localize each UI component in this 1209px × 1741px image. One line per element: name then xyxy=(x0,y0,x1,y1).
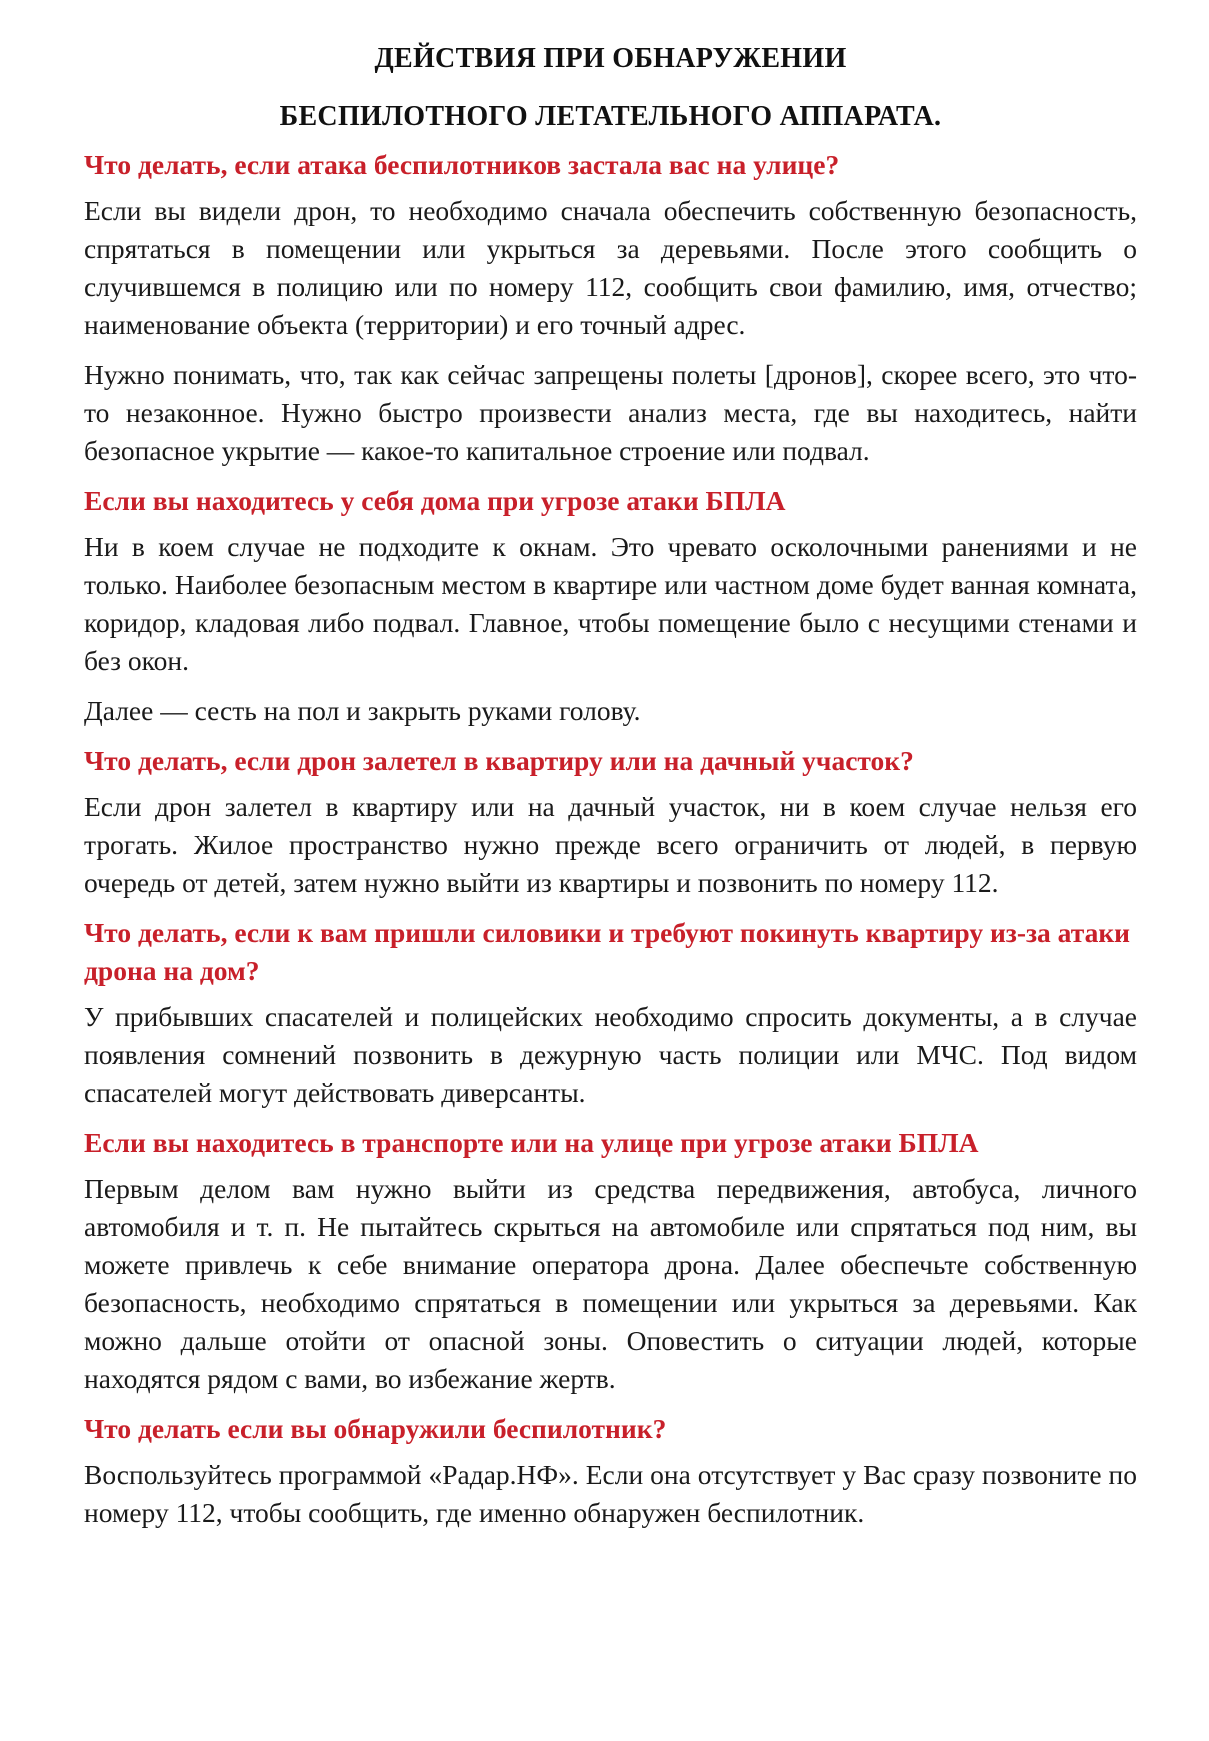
section-heading: Что делать, если к вам пришли силовики и требуют покинуть квартиру из-за атаки дрона на дом? xyxy=(84,917,1131,986)
document-title-line-2: БЕСПИЛОТНОГО ЛЕТАТЕЛЬНОГО АППАРАТА. xyxy=(279,101,942,132)
section-heading: Если вы находитесь в транспорте или на улице при угрозе атаки БПЛА xyxy=(84,1127,979,1158)
section-at-home xyxy=(84,482,1137,730)
document-title xyxy=(84,30,1137,146)
section-paragraph: Нужно понимать, что, так как сейчас запрещены полеты [дронов], скорее всего, это что-то незаконное. Нужно быстро произвести анализ места, где вы находитесь, найти безопасное укрытие — какое-то капитальное строение или подвал. xyxy=(84,359,1137,466)
section-paragraph: Первым делом вам нужно выйти из средства передвижения, автобуса, личного автомобиля и т. п. Не пытайтесь скрыться на автомобиле или спрятаться под ним, вы можете привлечь к себе внимание оператора дрона. Далее обеспечьте собственную безопасность, необходимо спрятаться в помещении или укрыться за деревьями. Как можно дальше отойти от опасной зоны. Оповестить о ситуации людей, которые находятся рядом с вами, во избежание жертв. xyxy=(84,1173,1137,1394)
section-heading: Если вы находитесь у себя дома при угрозе атаки БПЛА xyxy=(84,485,786,516)
section-paragraph: Ни в коем случае не подходите к окнам. Это чревато осколочными ранениями и не только. Наиболее безопасным местом в квартире или частном доме будет ванная комната, коридор, кладовая либо подвал. Главное, чтобы помещение было с несущими стенами и без окон. xyxy=(84,531,1137,676)
section-paragraph: Если дрон залетел в квартиру или на дачный участок, ни в коем случае нельзя его трогать. Жилое пространство нужно прежде всего ограничить от людей, в первую очередь от детей, затем нужно выйти из квартиры и позвонить по номеру 112. xyxy=(84,791,1137,898)
section-heading: Что делать если вы обнаружили беспилотник? xyxy=(84,1413,667,1444)
section-drone-inside xyxy=(84,742,1137,902)
document-title-line-1: ДЕЙСТВИЯ ПРИ ОБНАРУЖЕНИИ xyxy=(374,43,847,74)
section-heading: Что делать, если дрон залетел в квартиру или на дачный участок? xyxy=(84,745,914,776)
section-found-drone xyxy=(84,1410,1137,1532)
section-heading: Что делать, если атака беспилотников застала вас на улице? xyxy=(84,149,840,180)
section-paragraph: У прибывших спасателей и полицейских необходимо спросить документы, а в случае появления сомнений позвонить в дежурную часть полиции или МЧС. Под видом спасателей могут действовать диверсанты. xyxy=(84,1001,1137,1108)
section-paragraph: Воспользуйтесь программой «Радар.НФ». Если она отсутствует у Вас сразу позвоните по номеру 112, чтобы сообщить, где именно обнаружен беспилотник. xyxy=(84,1459,1137,1528)
section-paragraph: Далее — сесть на пол и закрыть руками голову. xyxy=(84,695,641,726)
section-security-forces xyxy=(84,914,1137,1112)
section-paragraph: Если вы видели дрон, то необходимо сначала обеспечить собственную безопасность, спрятаться в помещении или укрыться за деревьями. После этого сообщить о случившемся в полицию или по номеру 112, сообщить свои фамилию, имя, отчество; наименование объекта (территории) и его точный адрес. xyxy=(84,195,1137,340)
section-transport xyxy=(84,1124,1137,1398)
section-street-attack xyxy=(84,146,1137,470)
